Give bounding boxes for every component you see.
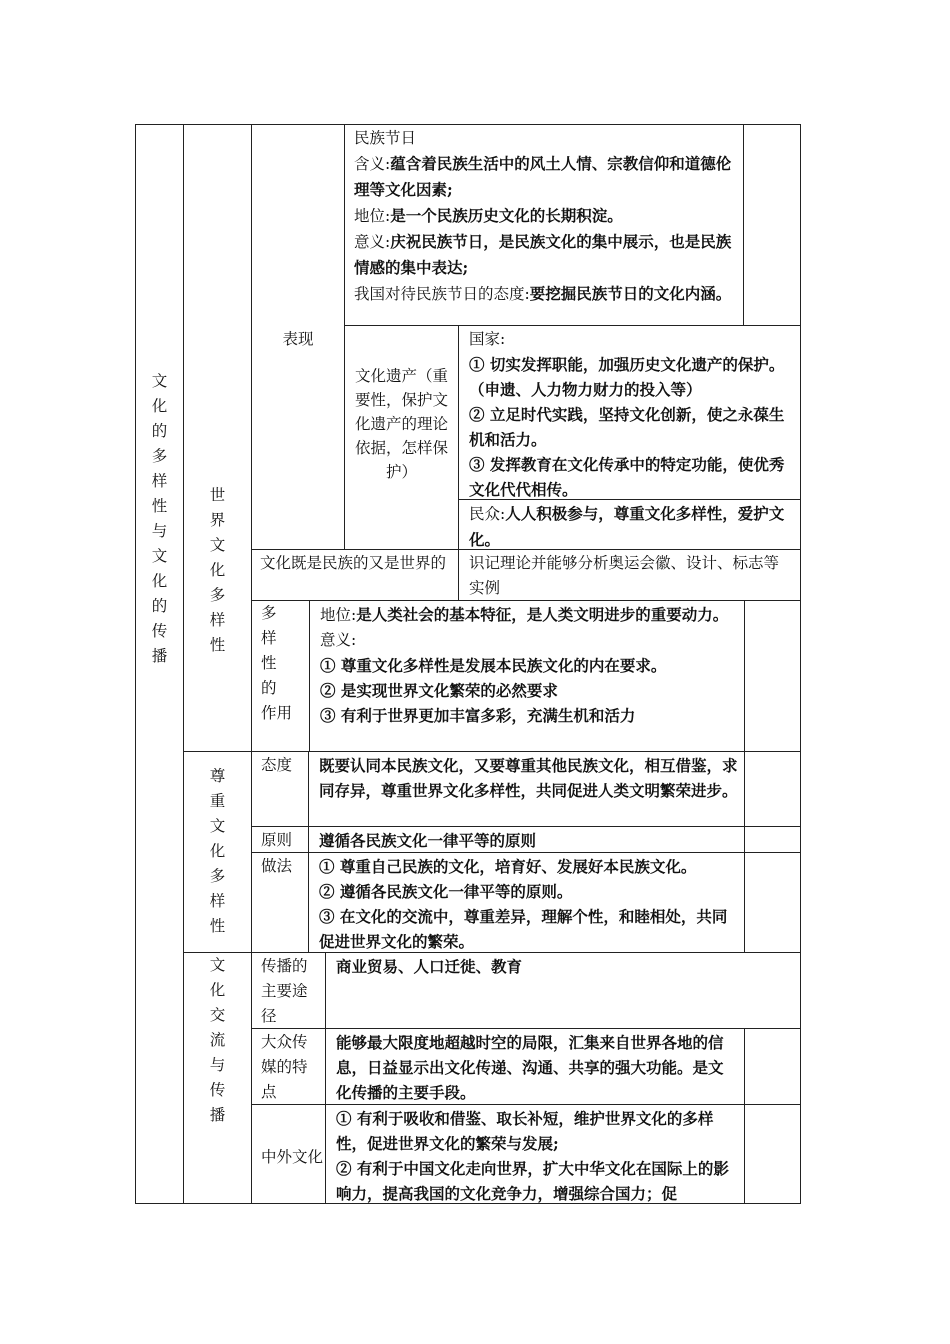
- sino-item-1: ① 有利于吸收和借鉴、取长补短，维护世界文化的多样性，促进世界文化的繁荣与发展;: [336, 1109, 714, 1153]
- diversity-meaning-label: 意义:: [320, 631, 357, 649]
- respect-diversity-char: 多: [209, 867, 226, 885]
- media-cell: [325, 1028, 745, 1105]
- respect-attitude-cell: [308, 751, 745, 827]
- diversity-role-cell: [309, 600, 745, 752]
- exchange-char: 交: [209, 1006, 226, 1024]
- world-diversity-label: [184, 125, 251, 658]
- respect-diversity-cell: [183, 751, 252, 953]
- ways-label-cell: [251, 952, 326, 1029]
- media: 能够最大限度地超越时空的局限，汇集来自世界各地的信息，日益显示出文化传递、沟通、共享的强大功能。是文化传播的主要手段。: [336, 1033, 724, 1102]
- festival-attitude-label: 我国对待民族节日的态度:: [354, 285, 530, 303]
- respect-method-empty: [744, 852, 801, 953]
- heritage-public: 人人积极参与，尊重文化多样性，爱护文化。: [469, 504, 785, 549]
- sino-cell: [325, 1104, 745, 1204]
- diversity-role-char: 作用: [261, 704, 293, 722]
- heritage-item-3: ③ 发挥教育在文化传承中的特定功能，使优秀文化代代相传。: [469, 455, 785, 499]
- festival-status-label: 地位:: [354, 207, 391, 225]
- heritage-label-cell: [344, 325, 459, 550]
- section-label-char: 性: [151, 497, 168, 515]
- media-empty: [744, 1028, 801, 1105]
- respect-principle-cell: [308, 826, 745, 853]
- festival-meaning-label: 含义:: [354, 155, 391, 173]
- festival-significance-label: 意义:: [354, 233, 391, 251]
- role-row-frame: [251, 600, 311, 752]
- exchange-char: 流: [209, 1031, 226, 1049]
- heritage-public-label: 民众:: [469, 505, 506, 523]
- world-diversity-char: 世: [209, 486, 226, 504]
- world-diversity-char: 多: [209, 586, 226, 604]
- festival-attitude: 要挖掘民族节日的文化内涵。: [529, 284, 732, 303]
- media-label: 大众传媒的特点: [261, 1033, 308, 1101]
- respect-method-cell: [308, 852, 745, 953]
- respect-attitude-label-cell: [251, 751, 309, 827]
- media-label-cell: [251, 1028, 326, 1105]
- respect-method-3: ③ 在文化的交流中，尊重差异，理解个性，和睦相处，共同促进世界文化的繁荣。: [319, 907, 728, 951]
- respect-diversity-char: 性: [209, 917, 226, 935]
- section-label-char: 化: [151, 572, 168, 590]
- festival-significance: 庆祝民族节日，是民族文化的集中展示，也是民族情感的集中表达;: [354, 232, 732, 277]
- heritage-item-2: ② 立足时代实践，坚持文化创新，使之永葆生机和活力。: [469, 405, 785, 449]
- sino-label-cell: [251, 1104, 326, 1204]
- diversity-status-label: 地位:: [320, 606, 357, 624]
- world-diversity-char: 样: [209, 611, 226, 629]
- diversity-item-3: ③ 有利于世界更加丰富多彩，充满生机和活力: [320, 706, 636, 725]
- respect-attitude-label: 态度: [261, 756, 293, 774]
- exchange-label: [184, 953, 251, 1128]
- world-diversity-char: 化: [209, 561, 226, 579]
- respect-principle-label: 原则: [261, 831, 293, 849]
- biaoxian-label: 表现: [282, 330, 314, 348]
- section-label: [136, 125, 183, 669]
- festival-empty-cell: [743, 124, 801, 326]
- heritage-item-1: ① 切实发挥职能，加强历史文化遗产的保护。（申遗、人力物力财力的投入等）: [469, 355, 785, 399]
- section-culture-diversity-spread: [135, 124, 184, 1204]
- national-world-cell: [251, 549, 459, 601]
- ways-cell: [325, 952, 801, 1029]
- diversity-role-char: 样: [261, 629, 277, 647]
- biaoxian-cell: [251, 124, 345, 550]
- respect-principle-label-cell: [251, 826, 309, 853]
- respect-method-2: ② 遵循各民族文化一律平等的原则。: [319, 882, 573, 901]
- respect-diversity-char: 重: [209, 792, 226, 810]
- respect-method-1: ① 尊重自己民族的文化，培育好、发展好本民族文化。: [319, 857, 697, 876]
- exchange-cell: [183, 952, 252, 1204]
- ways-label: 传播的主要途径: [261, 957, 308, 1025]
- ways: 商业贸易、人口迁徙、教育: [336, 957, 523, 976]
- section-label-char: 样: [151, 472, 168, 490]
- respect-attitude: 既要认同本民族文化，又要尊重其他民族文化，相互借鉴，求同存异，尊重世界文化多样性，共同促进人类文明繁荣进步。: [319, 756, 738, 800]
- exchange-char: 文: [209, 956, 226, 974]
- section-label-char: 文: [151, 372, 168, 390]
- section-label-char: 文: [151, 547, 168, 565]
- diversity-role-char: 性: [261, 654, 277, 672]
- diversity-role-char: 的: [261, 679, 277, 697]
- respect-diversity-char: 尊: [209, 767, 226, 785]
- world-diversity-char: 文: [209, 536, 226, 554]
- sino-label: 中外文化: [261, 1148, 324, 1166]
- festival-cell: [344, 124, 744, 326]
- festival-status: 是一个民族历史文化的长期积淀。: [390, 206, 623, 225]
- respect-method-label: 做法: [261, 857, 293, 875]
- exchange-char: 化: [209, 981, 226, 999]
- heritage-country-cell: [458, 325, 801, 500]
- respect-attitude-empty: [744, 751, 801, 827]
- diversity-role-char: 多: [261, 604, 277, 622]
- section-label-char: 化: [151, 397, 168, 415]
- world-diversity-char: 界: [209, 511, 226, 529]
- respect-principle-empty: [744, 826, 801, 853]
- diversity-item-1: ① 尊重文化多样性是发展本民族文化的内在要求。: [320, 656, 667, 675]
- diversity-status: 是人类社会的基本特征，是人类文明进步的重要动力。: [356, 605, 729, 624]
- exchange-char: 与: [209, 1056, 226, 1074]
- respect-diversity-char: 样: [209, 892, 226, 910]
- exchange-char: 播: [209, 1106, 226, 1124]
- sino-item-2: ② 有利于中国文化走向世界，扩大中华文化在国际上的影响力，提高我国的文化竞争力，增强综合国力；促: [336, 1159, 729, 1203]
- section-label-char: 多: [151, 447, 168, 465]
- exchange-char: 传: [209, 1081, 226, 1099]
- festival-meaning: 蕴含着民族生活中的风土人情、宗教信仰和道德伦理等文化因素;: [354, 154, 732, 199]
- national-world-right: 识记理论并能够分析奥运会徽、设计、标志等实例: [469, 554, 780, 597]
- section-label-char: 的: [151, 597, 168, 615]
- respect-diversity-label: [184, 752, 251, 939]
- heritage-country-label: 国家:: [469, 330, 506, 348]
- section-label-char: 传: [151, 622, 168, 640]
- respect-method-label-cell: [251, 852, 309, 953]
- respect-diversity-char: 文: [209, 817, 226, 835]
- section-label-char: 的: [151, 422, 168, 440]
- diversity-item-2: ② 是实现世界文化繁荣的必然要求: [320, 681, 558, 700]
- diversity-empty-cell: [744, 600, 801, 752]
- respect-diversity-char: 化: [209, 842, 226, 860]
- heritage-public-cell: [458, 499, 801, 550]
- sino-empty: [744, 1104, 801, 1204]
- respect-principle: 遵循各民族文化一律平等的原则: [319, 831, 537, 850]
- world-diversity-char: 性: [209, 636, 226, 654]
- section-label-char: 与: [151, 522, 168, 540]
- national-world-note-cell: [458, 549, 801, 601]
- world-diversity-cell: [183, 124, 252, 752]
- festival-title: 民族节日: [354, 129, 417, 147]
- national-world-left: 文化既是民族的又是世界的: [260, 554, 447, 572]
- section-label-char: 播: [151, 647, 168, 665]
- heritage-label: 文化遗产（重要性，保护文化遗产的理论依据，怎样保护）: [354, 367, 448, 481]
